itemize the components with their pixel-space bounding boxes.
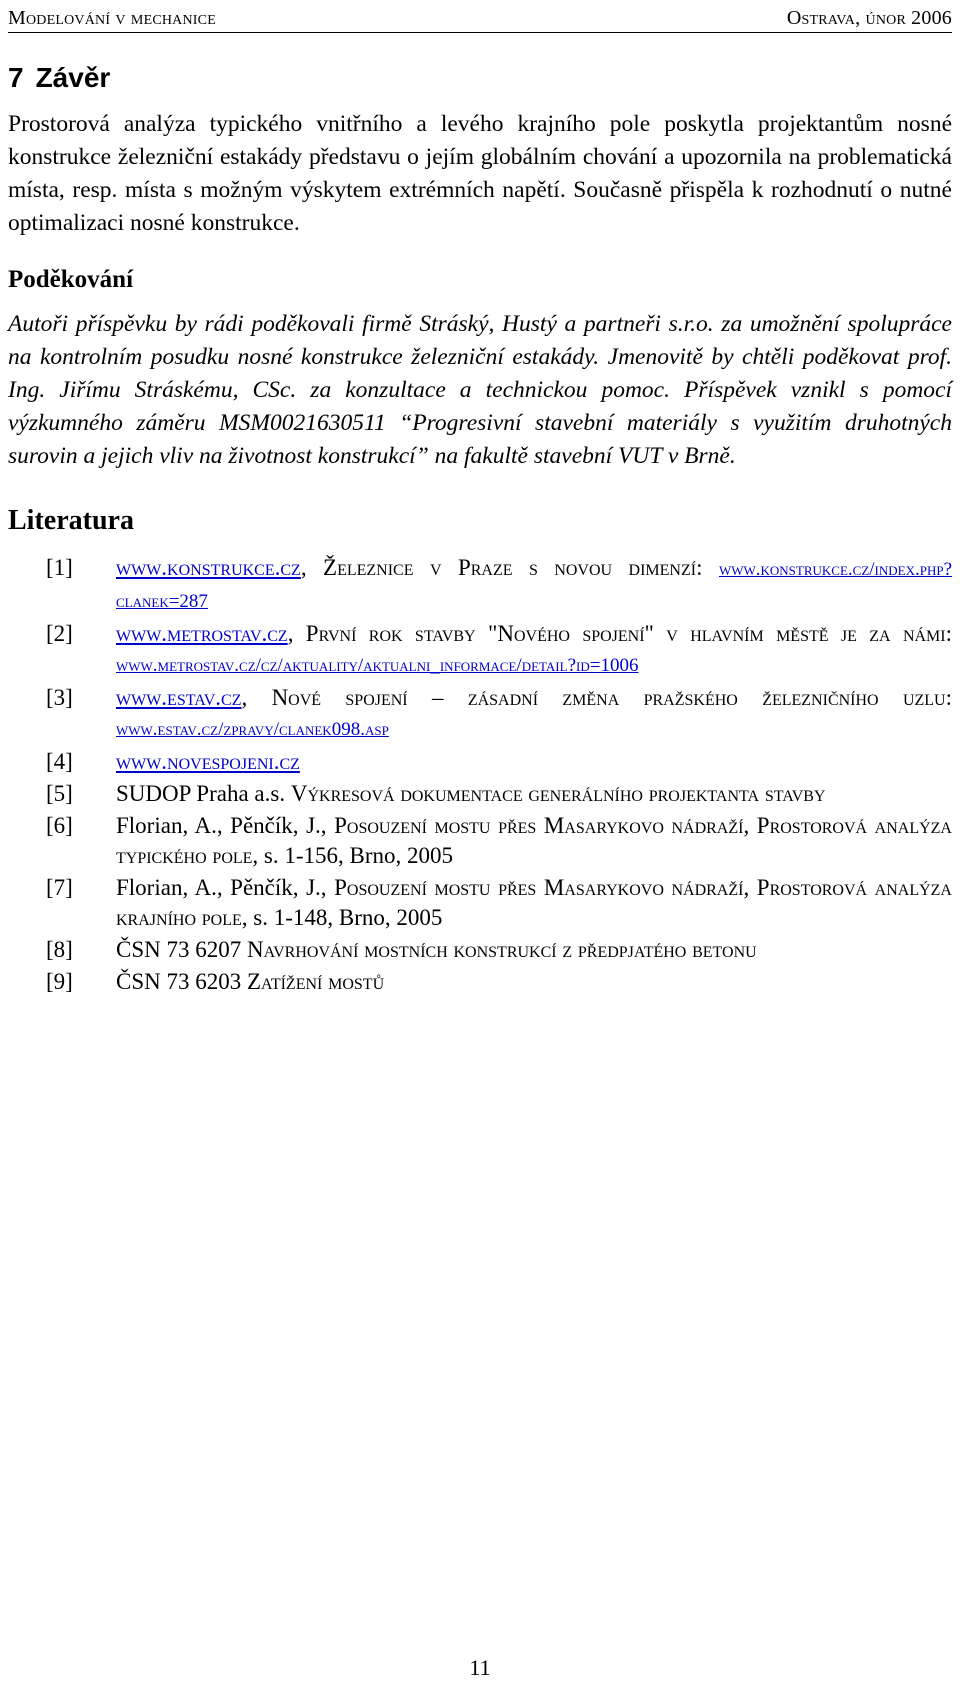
acknowledgement-heading: Poděkování (8, 266, 134, 293)
reference-link[interactable]: www.novespojeni.cz (116, 749, 300, 774)
reference-text (116, 967, 952, 997)
reference-author: ČSN 73 6207 (116, 937, 247, 962)
reference-number: [4] (46, 749, 73, 774)
reference-author: ČSN 73 6203 (116, 969, 247, 994)
reference-url[interactable]: www.estav.cz/zpravy/clanek098.asp (116, 719, 389, 740)
reference-author: SUDOP Praha a.s. (116, 781, 291, 806)
reference-item (8, 619, 952, 681)
reference-item (8, 967, 952, 997)
acknowledgement-paragraph: Autoři příspěvku by rádi poděkovali firmě Stráský, Hustý a partneři s.r.o. za umožnění spolupráce na kontrolním posudku nosné konstrukce železniční estakády. Jmenovitě by chtěli poděkovat prof. Ing. Jiřímu Stráskému, CSc. za konzultace a technickou pomoc. Příspěvek vznikl s pomocí výzkumného záměru MSM0021630511 “Progresivní stavební materiály s využitím druhotných surovin a jejich vliv na životnost konstrukcí” na fakultě stavební VUT v Brně. (8, 311, 952, 469)
reference-text (116, 935, 952, 965)
reference-number: [3] (46, 685, 73, 710)
reference-text (116, 747, 952, 777)
conclusion-paragraph: Prostorová analýza typického vnitřního a levého krajního pole poskytla projektantům nosné konstrukce železniční estakády představu o jejím globálním chování a upozornila na problematická místa, resp. místa s možným výskytem extrémních napětí. Současně přispěla k rozhodnutí o nutné optimalizaci nosné konstrukce. (8, 111, 952, 236)
reference-text (116, 779, 952, 809)
reference-title: Posouzení mostu přes Masarykovo nádraží, Prostorová analýza typického pole (116, 813, 952, 868)
reference-number: [1] (46, 555, 73, 580)
reference-item (8, 873, 952, 933)
reference-title: , Nové spojení – zásadní změna pražského železničního uzlu: (241, 685, 952, 710)
reference-number: [6] (46, 813, 73, 838)
page-number: 11 (469, 1655, 491, 1680)
literature-heading: Literatura (8, 505, 134, 536)
reference-number: [2] (46, 621, 73, 646)
section-number: 7 (8, 62, 24, 93)
reference-tail: , s. 1-156, Brno, 2005 (252, 843, 454, 868)
reference-item (8, 779, 952, 809)
header-left: Modelování v mechanice (8, 7, 216, 29)
reference-text (116, 811, 952, 871)
running-header (8, 2, 952, 33)
reference-link[interactable]: www.konstrukce.cz (116, 555, 301, 580)
reference-item (8, 747, 952, 777)
reference-url[interactable]: www.konstrukce.cz/index.php?clanek=287 (116, 559, 952, 612)
reference-item (8, 683, 952, 745)
reference-number: [9] (46, 969, 73, 994)
reference-item (8, 553, 952, 617)
reference-number: [7] (46, 875, 73, 900)
reference-item (8, 935, 952, 965)
page-content (8, 52, 952, 999)
reference-title: Výkresová dokumentace generálního projektanta stavby (290, 781, 826, 806)
reference-number: [5] (46, 781, 73, 806)
reference-text (116, 683, 952, 745)
reference-title: Navrhování mostních konstrukcí z předpjatého betonu (247, 937, 757, 962)
reference-link[interactable]: www.estav.cz (116, 685, 242, 710)
header-right: Ostrava, únor 2006 (786, 7, 952, 29)
reference-title: , Železnice v Praze s novou dimenzí: (300, 555, 719, 580)
reference-author: Florian, A., Pěnčík, J., (116, 813, 335, 838)
reference-title: Zatížení mostů (247, 969, 385, 994)
reference-text (116, 553, 952, 617)
section-title: Závěr (35, 62, 111, 93)
reference-title: , První rok stavby "Nového spojení" v hlavním městě je za námi: (287, 621, 952, 646)
reference-item (8, 811, 952, 871)
reference-number: [8] (46, 937, 73, 962)
section-heading (8, 62, 952, 94)
reference-tail: , s. 1-148, Brno, 2005 (241, 905, 443, 930)
reference-text (116, 619, 952, 681)
reference-author: Florian, A., Pěnčík, J., (116, 875, 335, 900)
reference-url[interactable]: www.metrostav.cz/cz/aktuality/aktualni_informace/detail?id=1006 (116, 655, 639, 676)
reference-link[interactable]: www.metrostav.cz (116, 621, 288, 646)
reference-title: Posouzení mostu přes Masarykovo nádraží, Prostorová analýza krajního pole (116, 875, 952, 930)
reference-text (116, 873, 952, 933)
reference-list (8, 553, 952, 997)
